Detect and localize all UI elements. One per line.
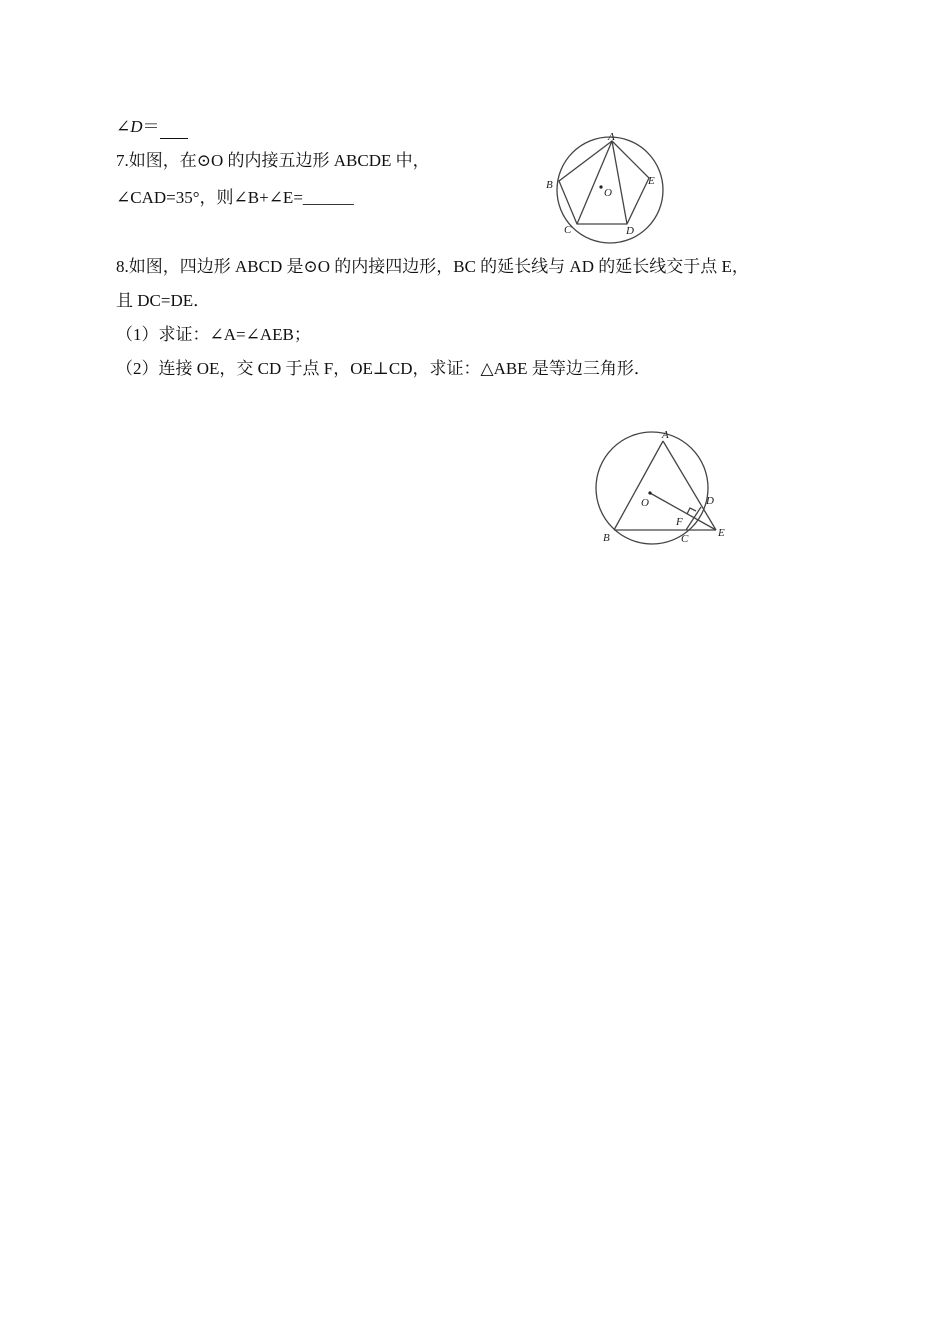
angle-letter: D bbox=[130, 117, 143, 136]
q8-label-a: A bbox=[662, 429, 669, 441]
q7-label-b: B bbox=[546, 179, 553, 191]
q7-line-1: 7.如图，在⊙O 的内接五边形 ABCDE 中， bbox=[116, 151, 430, 170]
q7-label-c: C bbox=[564, 224, 572, 236]
equals-sign: ＝ bbox=[142, 117, 160, 136]
q7-answer-blank: ______ bbox=[302, 188, 354, 207]
q8-segment-ab bbox=[614, 441, 663, 530]
q7-label-e: E bbox=[648, 175, 655, 187]
q8-line-1: 8.如图，四边形 ABCD 是⊙O 的内接四边形，BC 的延长线与 AD 的延长线交于点 E， bbox=[116, 257, 749, 276]
q7-label-o: O bbox=[604, 187, 612, 199]
q8-label-o: O bbox=[641, 497, 649, 509]
q8-label-d: D bbox=[706, 495, 714, 507]
q8-right-angle-mark bbox=[687, 508, 696, 514]
q8-label-c: C bbox=[681, 533, 689, 545]
q7-label-d: D bbox=[626, 225, 634, 237]
q8-label-b: B bbox=[603, 532, 610, 544]
q8-part-1: （1）求证：∠A=∠AEB； bbox=[116, 325, 311, 344]
q8-label-f: F bbox=[676, 516, 683, 528]
q7-line-2-text: ∠CAD=35°，则∠B+∠E= bbox=[116, 188, 303, 207]
q7-label-a: A bbox=[608, 131, 615, 143]
q8-center-dot bbox=[648, 491, 651, 494]
q8-part-2: （2）连接 OE，交 CD 于点 F，OE⊥CD，求证：△ABE 是等边三角形． bbox=[116, 359, 651, 378]
q8-line-2: 且 DC=DE． bbox=[116, 291, 211, 310]
angle-symbol: ∠ bbox=[116, 117, 131, 136]
q8-label-e: E bbox=[718, 527, 725, 539]
